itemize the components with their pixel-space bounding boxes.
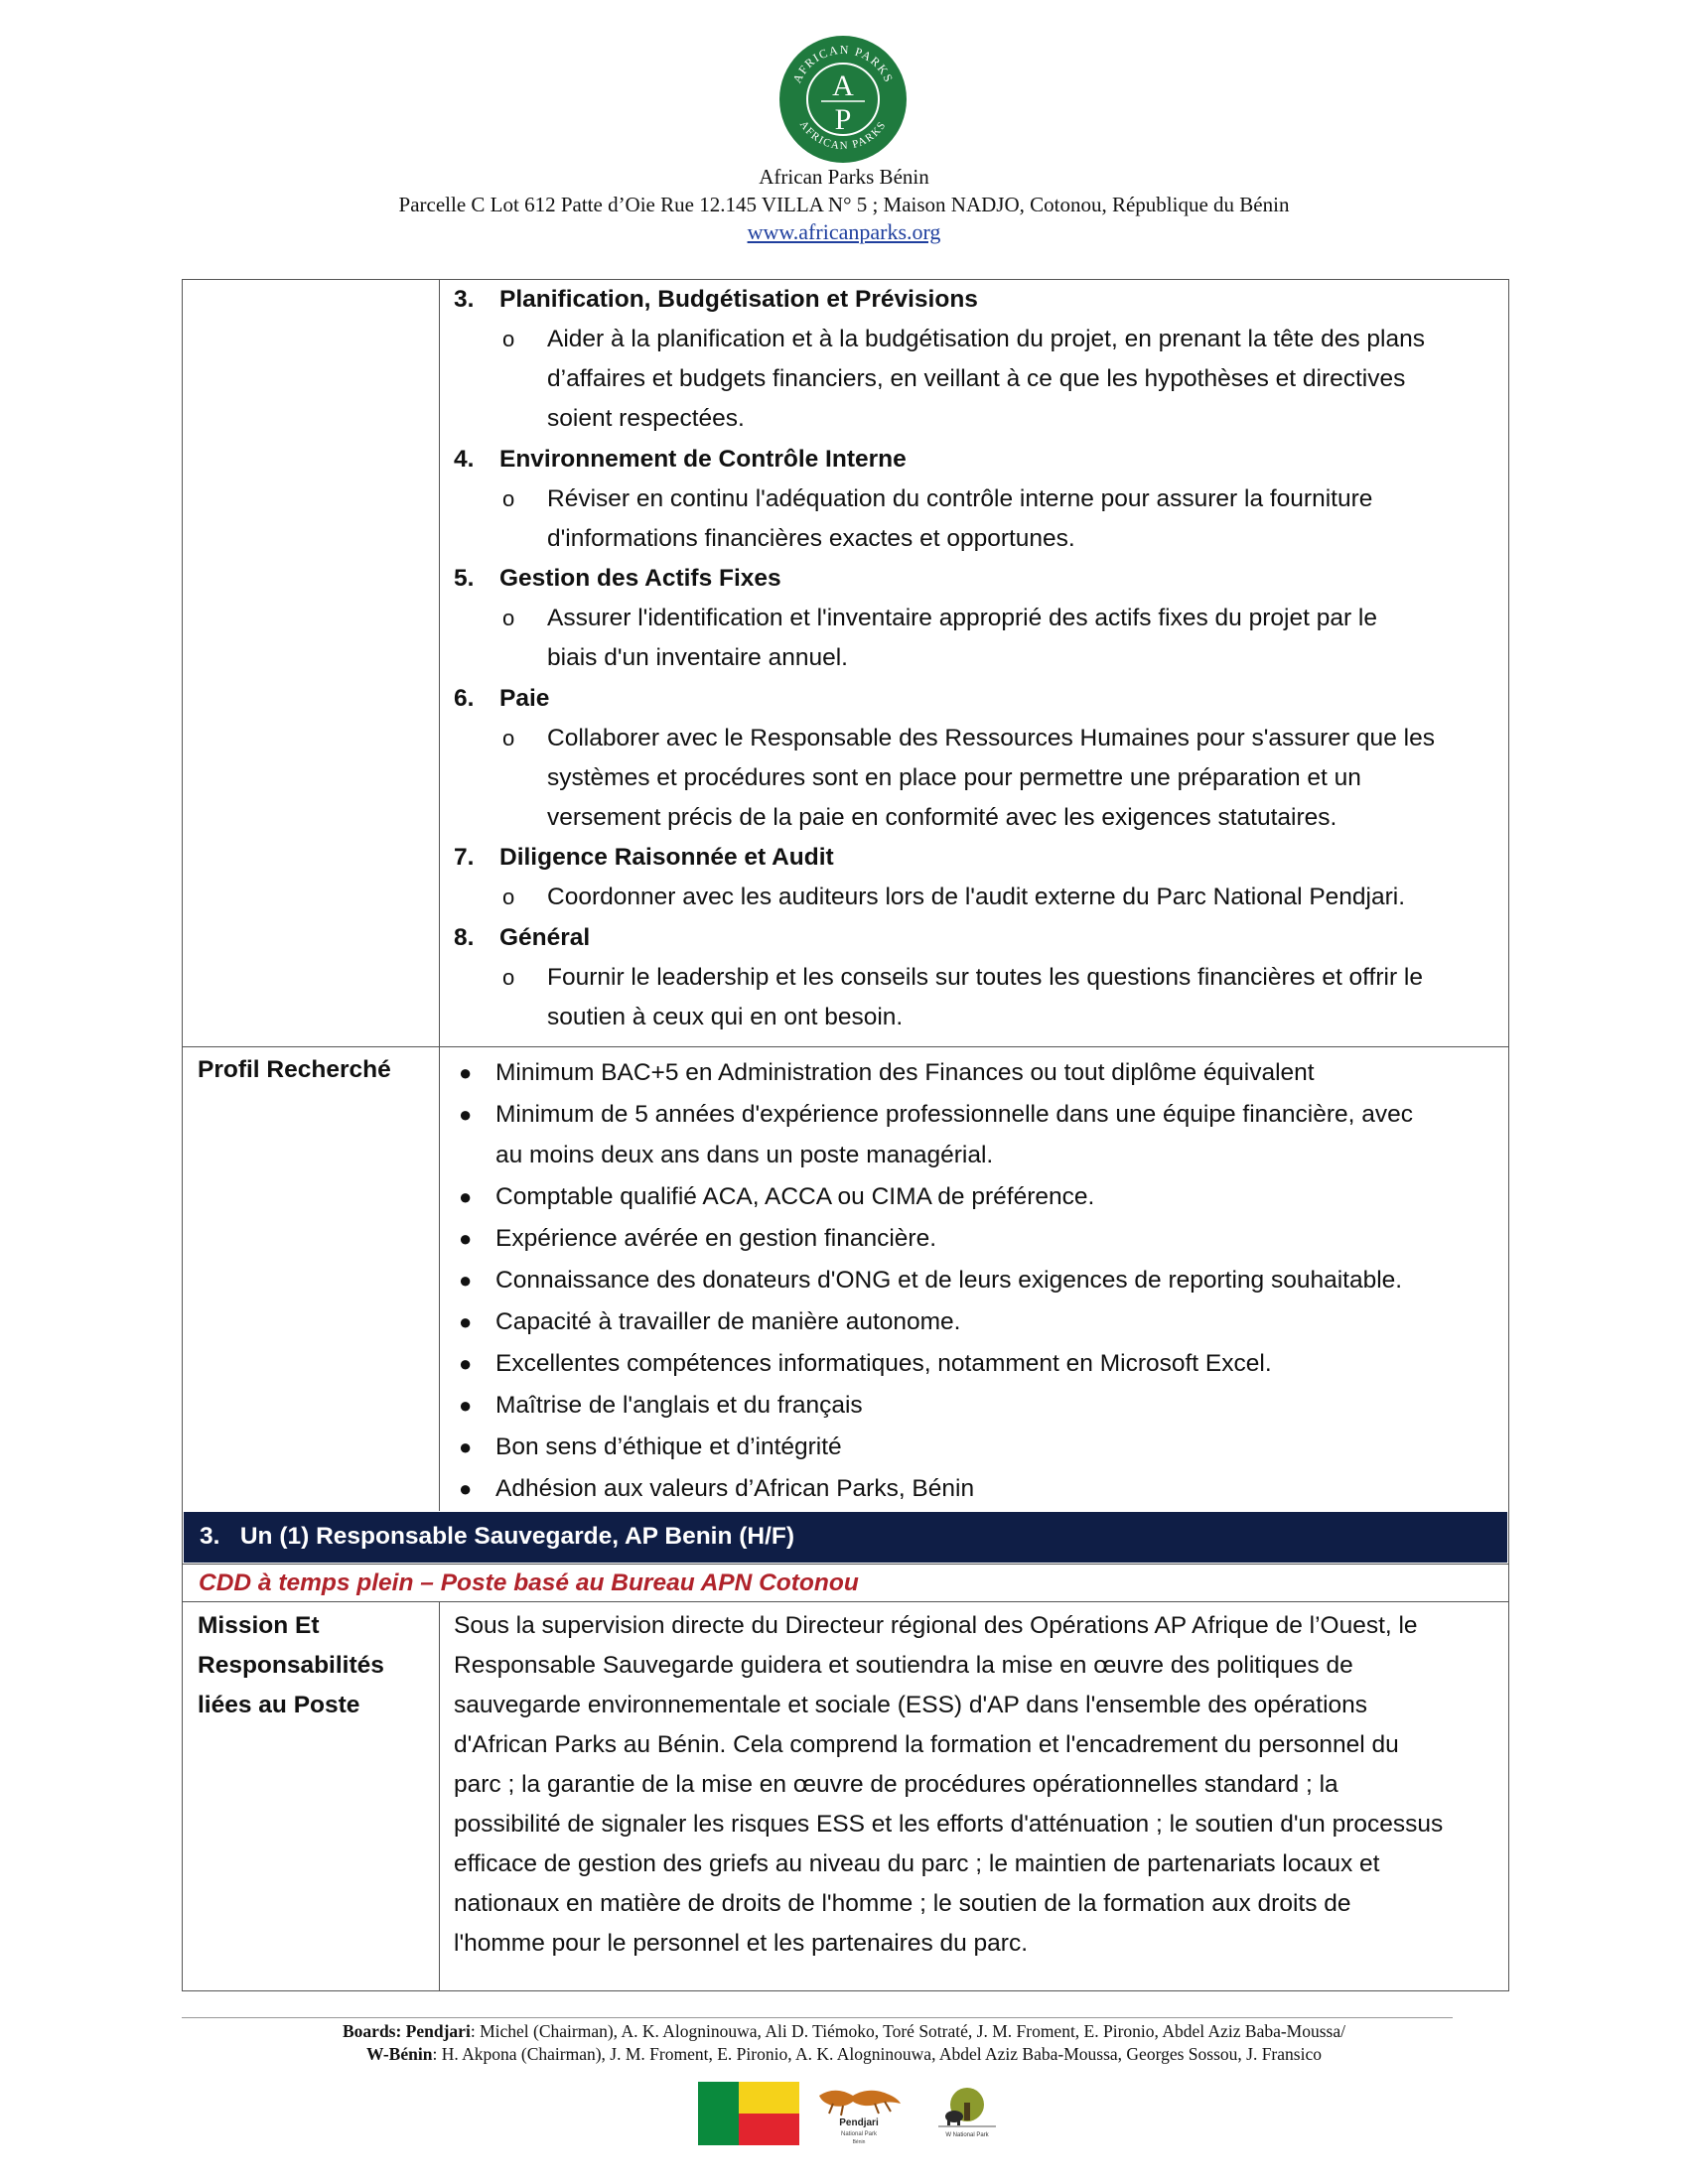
profile-label: Profil Recherché: [198, 1056, 391, 1083]
section-heading: [200, 1519, 794, 1555]
row-divider: [183, 1564, 1508, 1565]
duty-number: 7.: [454, 844, 475, 871]
mission-label-line: liées au Poste: [198, 1692, 360, 1718]
mission-line: Sous la supervision directe du Directeur régional des Opérations AP Afrique de l’Ouest, le: [454, 1612, 1418, 1639]
profile-item: Excellentes compétences informatiques, notamment en Microsoft Excel.: [495, 1350, 1272, 1377]
organization-address: Parcelle C Lot 612 Patte d’Oie Rue 12.145 VILLA N° 5 ; Maison NADJO, Cotonou, République du Bénin: [398, 193, 1290, 216]
profile-item: Capacité à travailler de manière autonome.: [495, 1308, 961, 1335]
profile-item: Maîtrise de l'anglais et du français: [495, 1392, 863, 1419]
footer-boards-pendjari: Boards: Pendjari: Michel (Chairman), A. K. Alogninouwa, Ali D. Tiémoko, Toré Sotraté, J. M. Froment, E. Pironio, Abdel Aziz Baba-Moussa/: [343, 2021, 1345, 2041]
benin-flag-icon: [698, 2082, 799, 2145]
duty-line: Fournir le leadership et les conseils sur toutes les questions financières et offrir le: [547, 964, 1423, 991]
contract-type: CDD à temps plein – Poste basé au Bureau APN Cotonou: [199, 1570, 859, 1596]
logo-bottom-text: AFRICAN PARKS: [796, 118, 890, 153]
bullet-icon: ●: [459, 1184, 473, 1209]
logo-monogram-p: P: [834, 103, 852, 136]
w-logo-text: W National Park: [945, 2132, 989, 2138]
section-number: 3.: [200, 1523, 220, 1550]
column-divider: [439, 1601, 440, 1991]
mission-line: Responsable Sauvegarde guidera et soutiendra la mise en œuvre des politiques de: [454, 1652, 1353, 1679]
bullet-icon: ●: [459, 1434, 473, 1459]
mission-label-line: Mission Et: [198, 1612, 320, 1639]
mission-line: d'African Parks au Bénin. Cela comprend la formation et l'encadrement du personnel du: [454, 1731, 1399, 1758]
profile-item: au moins deux ans dans un poste managérial.: [495, 1142, 994, 1168]
duty-line: Réviser en continu l'adéquation du contrôle interne pour assurer la fourniture: [547, 485, 1373, 512]
bullet-icon: ●: [459, 1268, 473, 1293]
logo-monogram-a: A: [832, 69, 854, 102]
duty-line: Aider à la planification et à la budgétisation du projet, en prenant la tête des plans: [547, 326, 1425, 352]
duty-number: 3.: [454, 286, 475, 313]
duty-line: Assurer l'identification et l'inventaire approprié des actifs fixes du projet par le: [547, 605, 1377, 631]
pendjari-national-park-logo: [813, 2080, 905, 2151]
pendjari-logo-country: Bénin: [852, 2139, 866, 2145]
duty-number: 5.: [454, 565, 475, 592]
duty-line: versement précis de la paie en conformité avec les exigences statutaires.: [547, 804, 1337, 831]
duty-line: d’affaires et budgets financiers, en veillant à ce que les hypothèses et directives: [547, 365, 1406, 392]
footer-divider: [182, 2017, 1453, 2018]
mission-line: efficace de gestion des griefs au niveau du parc ; le maintien de partenariats locaux et: [454, 1850, 1380, 1877]
mission-line: parc ; la garantie de la mise en œuvre de procédures opérationnelles standard ; la: [454, 1771, 1338, 1798]
duty-line: biais d'un inventaire annuel.: [547, 644, 848, 671]
duty-title: Général: [499, 924, 591, 951]
section-title: Un (1) Responsable Sauvegarde, AP Benin (H/F): [239, 1523, 795, 1550]
bullet-icon: ●: [459, 1476, 473, 1501]
profile-item: Minimum de 5 années d'expérience professionnelle dans une équipe financière, avec: [495, 1101, 1414, 1128]
duty-line: soutien à ceux qui en ont besoin.: [547, 1004, 904, 1030]
bullet-icon: ●: [459, 1226, 473, 1251]
job-description-table: [182, 279, 1509, 1991]
duty-title: Environnement de Contrôle Interne: [499, 446, 907, 473]
organization-name: African Parks Bénin: [759, 165, 929, 189]
footer-boards-w-benin: W-Bénin: H. Akpona (Chairman), J. M. Froment, E. Pironio, A. K. Alogninouwa, Abdel Aziz Baba-Moussa, Georges Sossou, J. Fransico: [366, 2044, 1322, 2064]
duty-title: Paie: [499, 685, 550, 712]
row-divider: [183, 1046, 1508, 1047]
mission-line: l'homme pour le personnel et les partenaires du parc.: [454, 1930, 1029, 1957]
profile-item: Adhésion aux valeurs d’African Parks, Bénin: [495, 1475, 975, 1502]
african-parks-logo: [777, 34, 909, 165]
circle-bullet-icon: o: [502, 726, 515, 751]
mission-line: nationaux en matière de droits de l'homme ; le soutien de la formation aux droits de: [454, 1890, 1351, 1917]
website-link[interactable]: www.africanparks.org: [747, 219, 941, 244]
circle-bullet-icon: o: [502, 606, 515, 630]
w-national-park-logo: [932, 2083, 1002, 2142]
profile-item: Bon sens d’éthique et d’intégrité: [495, 1433, 842, 1460]
footer-w-label: W-Bénin: [366, 2044, 433, 2064]
duty-number: 6.: [454, 685, 475, 712]
bullet-icon: ●: [459, 1309, 473, 1334]
circle-bullet-icon: o: [502, 965, 515, 990]
circle-bullet-icon: o: [502, 885, 515, 909]
pendjari-logo-text: Pendjari: [839, 2117, 879, 2128]
pendjari-logo-subtext: National Park: [840, 2131, 878, 2137]
bullet-icon: ●: [459, 1351, 473, 1376]
duty-number: 8.: [454, 924, 475, 951]
duty-line: Collaborer avec le Responsable des Ressources Humaines pour s'assurer que les: [547, 725, 1435, 751]
duty-line: Coordonner avec les auditeurs lors de l'audit externe du Parc National Pendjari.: [547, 884, 1406, 910]
duty-title: Planification, Budgétisation et Prévisions: [499, 286, 978, 313]
logo-top-text: AFRICAN PARKS: [789, 42, 897, 85]
duty-number: 4.: [454, 446, 475, 473]
duty-title: Gestion des Actifs Fixes: [499, 565, 781, 592]
row-divider: [183, 1601, 1508, 1602]
column-divider: [439, 280, 440, 1511]
mission-label-line: Responsabilités: [198, 1652, 384, 1679]
duty-line: d'informations financières exactes et opportunes.: [547, 525, 1075, 552]
profile-item: Minimum BAC+5 en Administration des Finances ou tout diplôme équivalent: [495, 1059, 1315, 1086]
profile-item: Expérience avérée en gestion financière.: [495, 1225, 937, 1252]
circle-bullet-icon: o: [502, 486, 515, 511]
duty-line: soient respectées.: [547, 405, 745, 432]
footer-boards-label: Boards: Pendjari: [343, 2021, 471, 2041]
mission-line: possibilité de signaler les risques ESS et les efforts d'atténuation ; le soutien d'un processus: [454, 1811, 1444, 1838]
bullet-icon: ●: [459, 1102, 473, 1127]
circle-bullet-icon: o: [502, 327, 515, 351]
section-banner: [184, 1512, 1507, 1563]
bullet-icon: ●: [459, 1060, 473, 1085]
duty-line: systèmes et procédures sont en place pour permettre une préparation et un: [547, 764, 1361, 791]
profile-item: Connaissance des donateurs d'ONG et de leurs exigences de reporting souhaitable.: [495, 1267, 1403, 1294]
bullet-icon: ●: [459, 1393, 473, 1418]
profile-item: Comptable qualifié ACA, ACCA ou CIMA de préférence.: [495, 1183, 1095, 1210]
mission-line: sauvegarde environnementale et sociale (ESS) d'AP dans l'ensemble des opérations: [454, 1692, 1368, 1718]
duty-title: Diligence Raisonnée et Audit: [499, 844, 834, 871]
